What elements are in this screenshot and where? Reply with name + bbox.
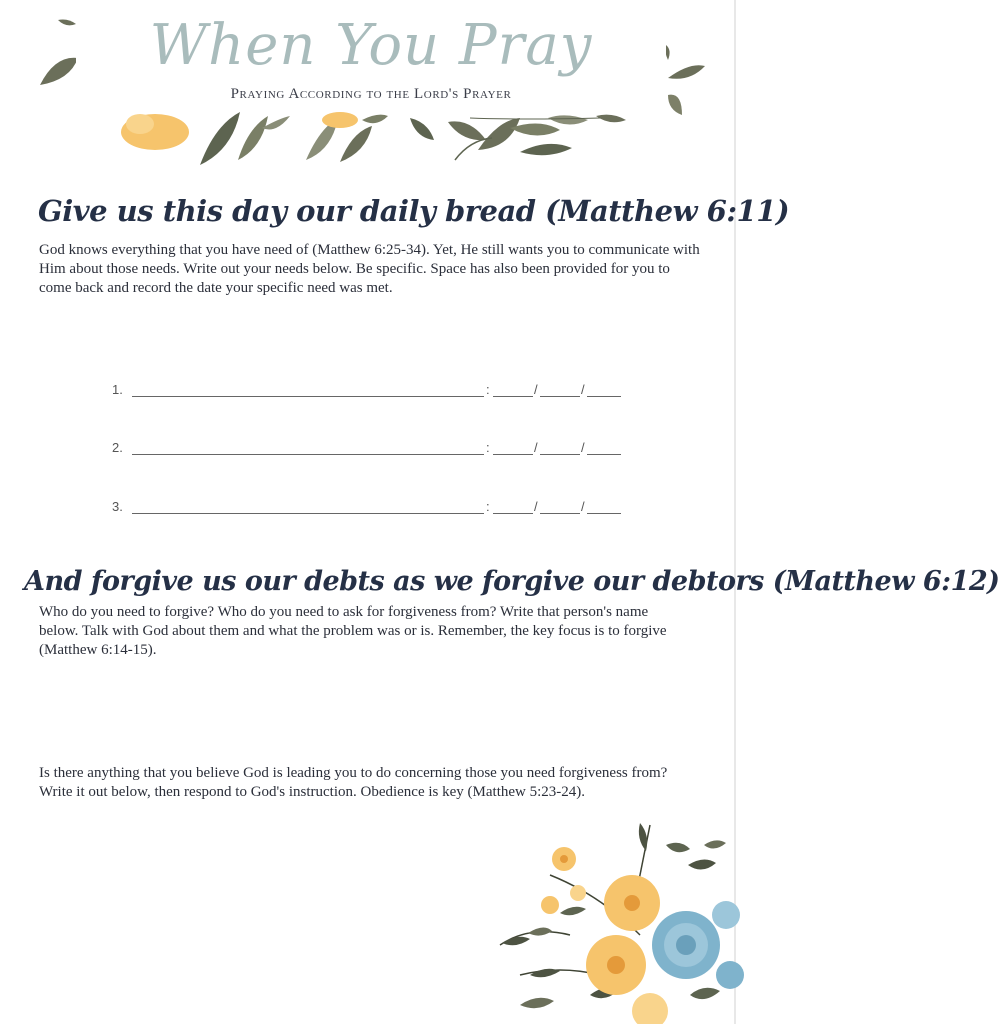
- date-day-line[interactable]: [540, 454, 580, 455]
- section-body-obedience: Is there anything that you believe God is leading you to do concerning those you need forgiveness from? Write it out below, then respond to God's instruction. Obedience is key (Matthew 5:23-24).: [39, 765, 668, 800]
- line-number: 2.: [112, 440, 123, 455]
- date-month-line[interactable]: [493, 396, 533, 397]
- date-day-line[interactable]: [540, 396, 580, 397]
- date-slash: /: [581, 382, 585, 397]
- need-line-1[interactable]: [112, 382, 632, 402]
- date-slash: /: [581, 440, 585, 455]
- section-heading-forgive: And forgive us our debts as we forgive our debtors (Matthew 6:12): [24, 566, 999, 597]
- corner-flowers-decoration: [490, 815, 736, 1024]
- date-month-line[interactable]: [493, 454, 533, 455]
- colon-separator: :: [486, 440, 490, 455]
- page-subtitle: Praying According to the Lord's Prayer: [230, 86, 512, 102]
- date-slash: /: [534, 440, 538, 455]
- need-line-2[interactable]: [112, 440, 632, 460]
- date-month-line[interactable]: [493, 513, 533, 514]
- line-number: 3.: [112, 499, 123, 514]
- need-line-3[interactable]: [112, 499, 632, 519]
- date-slash: /: [534, 382, 538, 397]
- header-banner: [76, 0, 666, 112]
- date-slash: /: [581, 499, 585, 514]
- section-body-forgive: Who do you need to forgive? Who do you need to ask for forgiveness from? Write that person's name below. Talk with God about them and what the problem was or is. Remember, the key focus is to forgive (Matthew 6:14-15).: [39, 604, 667, 658]
- colon-separator: :: [486, 499, 490, 514]
- section-heading-daily-bread: Give us this day our daily bread (Matthew 6:11): [38, 194, 790, 228]
- date-day-line[interactable]: [540, 513, 580, 514]
- date-slash: /: [534, 499, 538, 514]
- colon-separator: :: [486, 382, 490, 397]
- date-year-line[interactable]: [587, 454, 621, 455]
- need-write-line[interactable]: [132, 513, 484, 514]
- date-year-line[interactable]: [587, 396, 621, 397]
- need-write-line[interactable]: [132, 454, 484, 455]
- need-write-line[interactable]: [132, 396, 484, 397]
- section-body-daily-bread: God knows everything that you have need of (Matthew 6:25-34). Yet, He still wants you to communicate with Him about those needs. Write out your needs below. Be specific. Space has also been provided for you to come back and record the date your specific need was met.: [39, 242, 700, 296]
- page-title: When You Pray: [149, 13, 593, 78]
- date-year-line[interactable]: [587, 513, 621, 514]
- line-number: 1.: [112, 382, 123, 397]
